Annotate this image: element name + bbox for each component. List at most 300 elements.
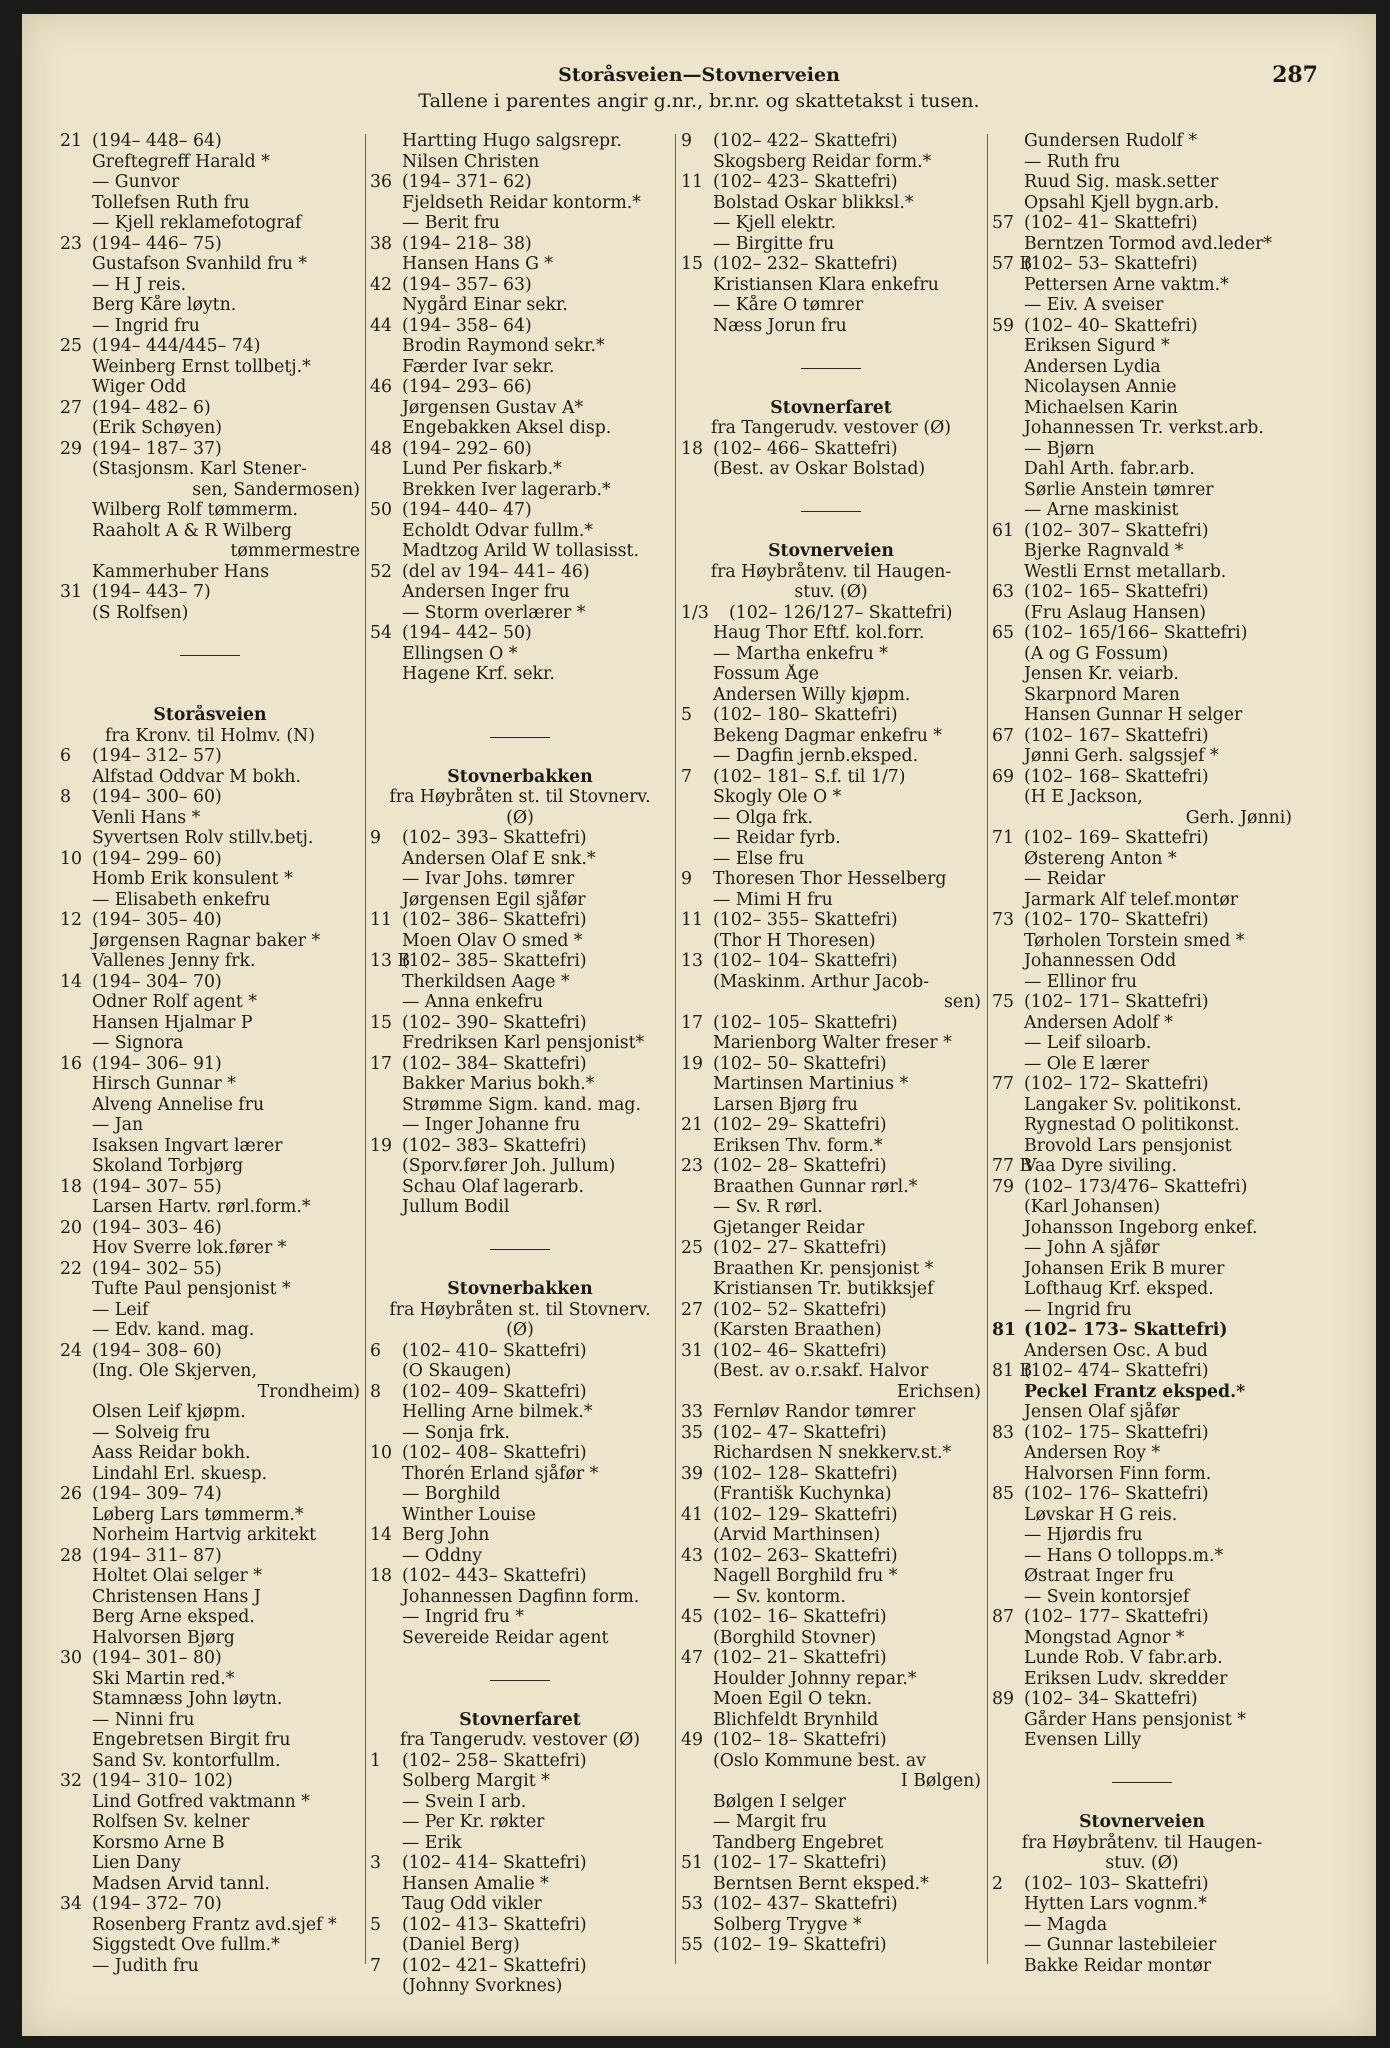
address-entry — [370, 377, 670, 398]
resident-entry — [60, 890, 360, 911]
address-entry — [681, 1115, 981, 1136]
entry-text: Siggstedt Ove fullm.* — [92, 1935, 280, 1955]
resident-entry — [992, 1033, 1292, 1054]
address-entry — [60, 787, 360, 808]
entry-text: (102– 16– Skattefri) — [713, 1607, 887, 1627]
address-entry — [60, 582, 360, 603]
entry-text: Johansen Erik B murer — [1024, 1258, 1225, 1279]
spacer — [370, 705, 670, 726]
house-number: 67 — [992, 725, 1014, 746]
entry-text: (194– 300– 60) — [92, 787, 222, 807]
address-entry — [681, 1607, 981, 1628]
house-number: 21 — [60, 131, 82, 151]
resident-entry — [60, 1628, 360, 1649]
house-number: 13 — [681, 951, 703, 971]
spacer — [60, 623, 360, 644]
entry-text: (102– 263– Skattefri) — [713, 1545, 898, 1566]
house-number: 77 — [992, 1074, 1014, 1094]
street-heading — [681, 398, 981, 419]
resident-entry — [370, 1874, 670, 1895]
entry-text: Østereng Anton * — [1024, 848, 1177, 869]
address-entry — [681, 951, 981, 972]
entry-text: stuv. (Ø) — [1105, 1853, 1179, 1873]
resident-entry — [60, 828, 360, 849]
resident-entry — [681, 746, 981, 767]
entry-text: Peckel Frantz eksped.* — [1024, 1381, 1246, 1402]
entry-text: — Erik — [402, 1832, 462, 1853]
column-divider — [675, 134, 676, 1964]
entry-text: Langaker Sv. politikonst. — [1024, 1094, 1242, 1115]
entry-text: Skogly Ole O * — [713, 787, 842, 807]
house-number: 73 — [992, 910, 1014, 930]
entry-text: I Bølgen) — [900, 1771, 981, 1791]
entry-text: tømmermestre — [230, 541, 360, 561]
entry-text: — Signora — [92, 1033, 184, 1053]
entry-text: Braathen Kr. pensjonist * — [713, 1258, 934, 1279]
entry-text: (194– 187– 37) — [92, 438, 222, 459]
entry-text: Helling Arne bilmek.* — [402, 1402, 593, 1422]
entry-text: — Martha enkefru * — [713, 643, 888, 664]
entry-text: Rosenberg Frantz avd.sjef * — [92, 1914, 337, 1935]
entry-text: — Borghild — [402, 1484, 501, 1504]
resident-entry — [60, 562, 360, 583]
entry-text: (102– 129– Skattefri) — [713, 1504, 898, 1525]
continuation-line — [60, 480, 360, 501]
address-entry — [370, 1566, 670, 1587]
house-number: 10 — [60, 848, 82, 869]
resident-entry — [681, 1751, 981, 1772]
entry-text: Jullum Bodil — [402, 1197, 510, 1217]
entry-text: — Ellinor fru — [1024, 971, 1138, 992]
entry-text: (Ø) — [506, 807, 534, 828]
house-number: 18 — [370, 1566, 392, 1586]
entry-text: (102– 128– Skattefri) — [713, 1463, 898, 1484]
entry-text: Halvorsen Bjørg — [92, 1627, 235, 1648]
entry-text: Raaholt A & R Wilberg — [92, 520, 292, 541]
house-number: 8 — [60, 787, 71, 807]
entry-text: (102– 50– Skattefri) — [713, 1053, 887, 1074]
house-number: 1/3 — [681, 602, 709, 623]
entry-text: (194– 292– 60) — [402, 438, 532, 459]
entry-text: (102– 40– Skattefri) — [1024, 315, 1198, 336]
entry-text: (Ing. Ole Skjerven, — [92, 1361, 257, 1381]
resident-entry — [681, 1177, 981, 1198]
resident-entry — [681, 1033, 981, 1054]
house-number: 29 — [60, 438, 82, 459]
section-divider — [681, 500, 981, 521]
entry-text: Bølgen I selger — [713, 1791, 847, 1812]
house-number: 57 B — [992, 254, 1033, 274]
resident-entry — [370, 1095, 670, 1116]
resident-entry — [681, 1874, 981, 1895]
resident-entry — [992, 1935, 1292, 1956]
page-subtitle: Tallene i parentes angir g.nr., br.nr. og skattetakst i tusen. — [418, 90, 980, 112]
spacer — [681, 377, 981, 398]
resident-entry — [60, 254, 360, 275]
resident-entry — [60, 1443, 360, 1464]
resident-entry — [992, 644, 1292, 665]
resident-entry — [370, 1197, 670, 1218]
entry-text: Braathen Gunnar rørl.* — [713, 1176, 918, 1197]
resident-entry — [60, 1689, 360, 1710]
entry-text: — Per Kr. røkter — [402, 1812, 545, 1832]
column-4 — [992, 131, 1292, 2031]
house-number: 11 — [370, 910, 392, 930]
resident-entry — [992, 1115, 1292, 1136]
entry-text: Trondheim) — [257, 1381, 360, 1402]
entry-text: (102– 126/127– Skattefri) — [729, 602, 953, 623]
entry-text: Engebakken Aksel disp. — [402, 418, 612, 438]
house-number: 19 — [370, 1135, 392, 1156]
entry-text: Gjetanger Reidar — [713, 1217, 865, 1238]
entry-text: — Elisabeth enkefru — [92, 889, 271, 910]
resident-entry — [992, 1136, 1292, 1157]
resident-entry — [992, 1628, 1292, 1649]
resident-entry — [681, 828, 981, 849]
address-entry — [992, 582, 1292, 603]
entry-text: (194– 304– 70) — [92, 971, 222, 992]
entry-text: Hagene Krf. sekr. — [402, 664, 555, 684]
entry-text: Solberg Margit * — [402, 1771, 550, 1791]
resident-entry — [370, 582, 670, 603]
entry-text: Jarmark Alf telef.montør — [1024, 889, 1239, 910]
resident-entry — [60, 1156, 360, 1177]
resident-entry — [992, 1669, 1292, 1690]
house-number: 9 — [681, 131, 692, 151]
resident-entry — [681, 1566, 981, 1587]
street-heading — [370, 1279, 670, 1300]
resident-entry — [681, 890, 981, 911]
entry-text: Næss Jorun fru — [713, 315, 847, 336]
address-entry — [992, 316, 1292, 337]
house-number: 15 — [681, 254, 703, 274]
resident-entry — [681, 152, 981, 173]
entry-text: Thoresen Thor Hesselberg — [713, 869, 947, 889]
entry-text: Johannessen Tr. verkst.arb. — [1024, 418, 1264, 438]
address-entry — [60, 1054, 360, 1075]
address-entry — [992, 767, 1292, 788]
resident-entry — [992, 1956, 1292, 1977]
entry-text: Tandberg Engebret — [713, 1832, 884, 1853]
resident-entry — [681, 1628, 981, 1649]
section-divider — [370, 1238, 670, 1259]
entry-text: (194– 309– 74) — [92, 1484, 222, 1504]
entry-text: — Jan — [92, 1115, 144, 1135]
address-entry — [60, 1259, 360, 1280]
house-number: 6 — [60, 746, 71, 766]
entry-text: Hartting Hugo salgsrepr. — [402, 131, 622, 151]
address-entry — [681, 1648, 981, 1669]
resident-entry — [370, 1177, 670, 1198]
address-entry — [60, 131, 360, 152]
street-description — [681, 562, 981, 583]
entry-text: (194– 301– 80) — [92, 1648, 222, 1668]
resident-entry — [992, 439, 1292, 460]
entry-text: (194– 293– 66) — [402, 377, 532, 397]
entry-text: Stovnerveien — [768, 541, 894, 561]
section-divider — [992, 1771, 1292, 1792]
house-number: 43 — [681, 1545, 703, 1566]
address-entry — [992, 992, 1292, 1013]
house-number: 55 — [681, 1935, 703, 1955]
entry-text: Eriksen Ludv. skredder — [1024, 1668, 1228, 1689]
address-entry — [60, 336, 360, 357]
house-number: 79 — [992, 1176, 1014, 1197]
resident-entry — [60, 1669, 360, 1690]
entry-text: — Edv. kand. mag. — [92, 1320, 255, 1340]
entry-text: Blichfeldt Brynhild — [713, 1709, 879, 1730]
address-entry — [992, 1074, 1292, 1095]
resident-entry — [681, 849, 981, 870]
entry-text: Lunde Rob. V fabr.arb. — [1024, 1648, 1223, 1668]
resident-entry — [60, 1402, 360, 1423]
entry-text: Martinsen Martinius * — [713, 1074, 909, 1094]
entry-text: — Reidar fyrb. — [713, 828, 841, 848]
house-number: 51 — [681, 1853, 703, 1873]
resident-entry — [681, 295, 981, 316]
spacer — [992, 1792, 1292, 1813]
address-entry — [992, 1320, 1292, 1341]
resident-entry — [60, 1464, 360, 1485]
entry-text: Moen Olav O smed * — [402, 930, 583, 951]
entry-text: Eriksen Thv. form.* — [713, 1135, 883, 1156]
entry-text: — Eiv. A sveiser — [1024, 295, 1164, 315]
house-number: 17 — [681, 1012, 703, 1033]
resident-entry — [370, 664, 670, 685]
entry-text: (102– 34– Skattefri) — [1024, 1689, 1198, 1709]
entry-text: (102– 27– Skattefri) — [713, 1238, 887, 1258]
entry-text: sen) — [944, 992, 981, 1012]
entry-text: Alveng Annelise fru — [92, 1094, 265, 1115]
house-number: 48 — [370, 438, 392, 459]
resident-entry — [992, 685, 1292, 706]
house-number: 5 — [370, 1914, 381, 1935]
address-entry — [681, 1054, 981, 1075]
address-entry — [370, 1915, 670, 1936]
entry-text: (Johnny Svorknes) — [402, 1976, 563, 1996]
resident-entry — [60, 1136, 360, 1157]
entry-text: — Ruth fru — [1024, 151, 1121, 172]
entry-text: (102– 46– Skattefri) — [713, 1340, 887, 1361]
resident-entry — [992, 1546, 1292, 1567]
continuation-line — [992, 808, 1292, 829]
entry-text: Weinberg Ernst tollbetj.* — [92, 356, 311, 377]
address-entry — [681, 603, 981, 624]
resident-entry — [60, 1853, 360, 1874]
house-number: 6 — [370, 1340, 381, 1361]
entry-text: — Reidar — [1024, 869, 1106, 889]
resident-entry — [370, 1894, 670, 1915]
entry-text: Larsen Hartv. rørl.form.* — [92, 1197, 311, 1217]
entry-text: (Oslo Kommune best. av — [713, 1750, 926, 1771]
entry-text: Gårder Hans pensjonist * — [1024, 1709, 1246, 1730]
entry-text: (102– 409– Skattefri) — [402, 1381, 587, 1402]
resident-entry — [60, 1935, 360, 1956]
entry-text: — Hans O tollopps.m.* — [1024, 1545, 1224, 1566]
entry-text: Richardsen N snekkerv.st.* — [713, 1443, 952, 1463]
entry-text: (Thor H Thoresen) — [713, 930, 876, 951]
address-entry — [370, 562, 670, 583]
entry-text: (194– 312– 57) — [92, 746, 222, 766]
street-description — [681, 582, 981, 603]
resident-entry — [370, 1484, 670, 1505]
entry-text: (102– 105– Skattefri) — [713, 1012, 898, 1033]
entry-text: Jørgensen Gustav A* — [402, 397, 584, 418]
entry-text: (102– 410– Skattefri) — [402, 1340, 587, 1361]
entry-text: Gerh. Jønni) — [1185, 807, 1292, 828]
entry-text: (Karsten Braathen) — [713, 1320, 882, 1340]
street-heading — [992, 1812, 1292, 1833]
entry-text: (194– 443– 7) — [92, 582, 211, 602]
resident-entry — [992, 459, 1292, 480]
directory-page — [22, 14, 1376, 2036]
house-number: 11 — [681, 172, 703, 192]
entry-text: (102– 437– Skattefri) — [713, 1894, 898, 1914]
address-entry — [681, 1341, 981, 1362]
entry-text: Rygnestad O politikonst. — [1024, 1115, 1240, 1135]
resident-entry — [992, 787, 1292, 808]
entry-text: Jensen Kr. veiarb. — [1024, 664, 1179, 684]
resident-entry — [370, 931, 670, 952]
entry-text: Færder Ivar sekr. — [402, 356, 555, 377]
entry-text: fra Kronv. til Holmv. (N) — [104, 725, 316, 746]
resident-entry — [60, 377, 360, 398]
spacer — [681, 480, 981, 501]
resident-entry — [992, 1587, 1292, 1608]
entry-text: Skoland Torbjørg — [92, 1156, 244, 1176]
entry-text: (102– 181– S.f. til 1/7) — [713, 766, 906, 787]
resident-entry — [60, 1320, 360, 1341]
entry-text: Venli Hans * — [92, 807, 201, 828]
entry-text: (102– 52– Skattefri) — [713, 1299, 887, 1320]
house-number: 5 — [681, 705, 692, 725]
resident-entry — [60, 1751, 360, 1772]
resident-entry — [370, 644, 670, 665]
entry-text: Gundersen Rudolf * — [1024, 131, 1197, 151]
entry-text: Vaa Dyre siviling. — [1024, 1156, 1178, 1176]
entry-text: Hansen Amalie * — [402, 1873, 549, 1894]
resident-entry — [681, 1587, 981, 1608]
entry-text: — Gunvor — [92, 172, 180, 192]
entry-text: Severeide Reidar agent — [402, 1627, 609, 1648]
entry-text: Nilsen Christen — [402, 151, 540, 172]
resident-entry — [992, 562, 1292, 583]
entry-text: Ruud Sig. mask.setter — [1024, 172, 1219, 192]
street-description — [370, 1300, 670, 1321]
address-entry — [60, 1648, 360, 1669]
resident-entry — [681, 623, 981, 644]
entry-text: Christensen Hans J — [92, 1586, 261, 1607]
address-entry — [681, 1464, 981, 1485]
entry-text: Olsen Leif kjøpm. — [92, 1402, 246, 1422]
entry-text: (194– 299– 60) — [92, 848, 222, 869]
resident-entry — [60, 1566, 360, 1587]
entry-text: (102– 41– Skattefri) — [1024, 213, 1198, 233]
resident-entry — [60, 1710, 360, 1731]
entry-text: sen, Sandermosen) — [192, 479, 360, 500]
house-number: 18 — [60, 1176, 82, 1197]
resident-entry — [370, 480, 670, 501]
address-entry — [60, 1771, 360, 1792]
resident-entry — [370, 1505, 670, 1526]
resident-entry — [992, 664, 1292, 685]
house-number: 39 — [681, 1463, 703, 1484]
resident-entry — [370, 131, 670, 152]
entry-text: (102– 258– Skattefri) — [402, 1750, 587, 1771]
resident-entry — [992, 603, 1292, 624]
entry-text: Jørgensen Egil sjåfør — [402, 889, 586, 910]
street-heading — [60, 705, 360, 726]
house-number: 22 — [60, 1258, 82, 1279]
resident-entry — [681, 1484, 981, 1505]
resident-entry — [370, 541, 670, 562]
resident-entry — [60, 418, 360, 439]
resident-entry — [992, 849, 1292, 870]
entry-text: (102– 355– Skattefri) — [713, 910, 898, 930]
address-entry — [681, 172, 981, 193]
address-entry — [370, 1853, 670, 1874]
resident-entry — [992, 1300, 1292, 1321]
entry-text: Brovold Lars pensjonist — [1024, 1135, 1232, 1156]
entry-text: Greftegreff Harald * — [92, 151, 270, 172]
entry-text: Norheim Hartvig arkitekt — [92, 1525, 317, 1545]
entry-text: — Dagfin jernb.eksped. — [713, 746, 919, 766]
entry-text: Berntsen Bernt eksped.* — [713, 1873, 929, 1894]
resident-entry — [681, 1689, 981, 1710]
house-number: 44 — [370, 315, 392, 336]
resident-entry — [992, 1443, 1292, 1464]
spacer — [370, 746, 670, 767]
resident-entry — [681, 213, 981, 234]
address-entry — [681, 1894, 981, 1915]
entry-text: Larsen Bjørg fru — [713, 1094, 858, 1115]
entry-text: Mongstad Agnor * — [1024, 1627, 1185, 1648]
resident-entry — [992, 1894, 1292, 1915]
entry-text: — Hjørdis fru — [1024, 1525, 1143, 1545]
resident-entry — [60, 1956, 360, 1977]
entry-text: fra Høybråtenv. til Haugen- — [710, 561, 952, 582]
resident-entry — [60, 603, 360, 624]
resident-entry — [992, 398, 1292, 419]
address-entry — [370, 1341, 670, 1362]
resident-entry — [60, 1013, 360, 1034]
address-entry — [681, 910, 981, 931]
resident-entry — [370, 1156, 670, 1177]
entry-text: — Inger Johanne fru — [402, 1115, 581, 1135]
entry-text: Schau Olaf lagerarb. — [402, 1176, 584, 1197]
entry-text: Andersen Osc. A bud — [1024, 1340, 1208, 1361]
resident-entry — [370, 1423, 670, 1444]
entry-text: (102– 232– Skattefri) — [713, 254, 898, 274]
entry-text: (102– 18– Skattefri) — [713, 1730, 887, 1750]
house-number: 41 — [681, 1504, 703, 1525]
street-description — [992, 1833, 1292, 1854]
house-number: 87 — [992, 1607, 1014, 1627]
entry-text: — John A sjåfør — [1024, 1238, 1160, 1258]
resident-entry — [992, 357, 1292, 378]
entry-text: — Storm overlærer * — [402, 602, 586, 623]
resident-entry — [992, 869, 1292, 890]
house-number: 65 — [992, 623, 1014, 643]
address-entry — [992, 1689, 1292, 1710]
resident-entry — [681, 1812, 981, 1833]
entry-text: (102– 413– Skattefri) — [402, 1914, 587, 1935]
address-entry — [681, 1238, 981, 1259]
entry-text: (Daniel Berg) — [402, 1935, 520, 1955]
address-entry — [681, 1402, 981, 1423]
address-entry — [681, 1013, 981, 1034]
resident-entry — [370, 1464, 670, 1485]
